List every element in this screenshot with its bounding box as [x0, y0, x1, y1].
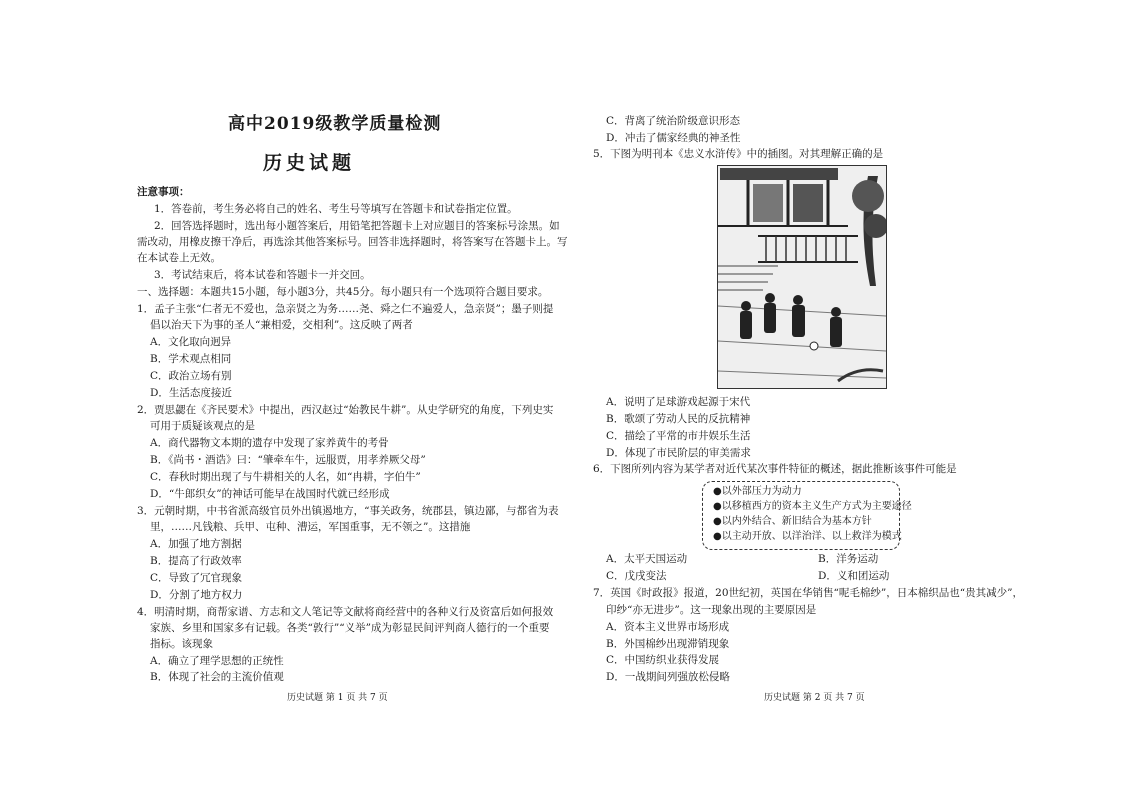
q2-option: C．春秋时期出现了与牛耕相关的人名，如“冉耕，字伯牛” [150, 471, 421, 483]
notice-line: 1．答卷前，考生务必将自己的姓名、考生号等填写在答题卡和试卷指定位置。 [154, 203, 518, 215]
q4-option: B．体现了社会的主流价值观 [150, 671, 284, 683]
q4-option: D．冲击了儒家经典的神圣性 [606, 132, 741, 144]
notice-heading: 注意事项： [137, 186, 190, 198]
q6-option: C．戊戌变法 [606, 570, 667, 582]
event-feature: ●以移植西方的资本主义生产方式为主要途径 [713, 501, 912, 512]
q5-option: A．说明了足球游戏起源于宋代 [606, 396, 751, 408]
event-feature: ●以内外结合、新旧结合为基本方针 [713, 516, 872, 527]
q2-option: B．《尚书・酒诰》曰：“肇牵车牛，远服贾，用孝养厥父母” [150, 454, 426, 466]
q4-stem: 4．明清时期，商帮家谱、方志和文人笔记等文献将商经营中的各种义行及资富后如何报效 [137, 606, 554, 618]
q6-option: B．洋务运动 [818, 553, 879, 565]
q5-option: D．体现了市民阶层的审美需求 [606, 447, 751, 459]
exam-page-2 [560, 0, 1123, 794]
q2-stem: 2．贾思勰在《齐民要术》中提出，西汉赵过“始教民牛耕”。从史学研究的角度，下列史实 [137, 404, 554, 416]
q3-option: D．分割了地方权力 [150, 589, 243, 601]
q4-stem: 家族、乡里和国家多有记载。各类“敦行”“义举”成为彰显民间评判商人德行的一个重要 [150, 622, 550, 634]
q7-option: D．一战期间列强放松侵略 [606, 671, 730, 683]
event-feature: ●以主动开放、以洋治洋、以上救洋为模式 [713, 531, 902, 542]
event-feature: ●以外部压力为动力 [713, 486, 802, 497]
illustration-drawing [718, 166, 886, 388]
q7-option: C．中国纺织业获得发展 [606, 654, 720, 666]
q4-option: A．确立了理学思想的正统性 [150, 655, 284, 667]
q5-stem: 5．下图为明刊本《忠义水浒传》中的插图。对其理解正确的是 [593, 148, 884, 160]
q6-option: D．义和团运动 [818, 570, 890, 582]
q3-option: B．提高了行政效率 [150, 555, 242, 567]
q1-option: B．学术观点相同 [150, 353, 232, 365]
notice-line: 2．回答选择题时，选出每小题答案后，用铅笔把答题卡上对应题目的答案标号涂黑。如 [154, 220, 560, 232]
section-heading: 一、选择题：本题共15小题，每小题3分，共45分。每小题只有一个选项符合题目要求。 [137, 286, 549, 298]
q1-option: A．文化取向迥异 [150, 336, 232, 348]
exam-title: 高中2019级教学质量检测 [228, 114, 442, 134]
q4-stem: 指标。该现象 [150, 638, 213, 650]
q5-option: C．描绘了平常的市井娱乐生活 [606, 430, 751, 442]
q2-option: A．商代器物文本期的遗存中发现了家养黄牛的考骨 [150, 437, 389, 449]
exam-subtitle: 历史试题 [263, 152, 356, 174]
page-footer: 历史试题 第 1 页 共 7 页 [287, 693, 388, 703]
q3-stem: 3．元朝时期，中书省派高级官员外出镇遏地方，“事关政务，统郡县，镇边鄙，与都省为表 [137, 505, 559, 517]
q1-option: C．政治立场有别 [150, 370, 232, 382]
q2-option: D．“牛郎织女”的神话可能早在战国时代就已经形成 [150, 488, 390, 500]
q1-option: D．生活态度接近 [150, 387, 232, 399]
q2-stem: 可用于质疑该观点的是 [150, 420, 255, 432]
q1-stem: 1．孟子主张“仁者无不爱也，急亲贤之为务……尧、舜之仁不遍爱人，急亲贤”；墨子则提 [137, 303, 554, 315]
q3-option: C．导致了冗官现象 [150, 572, 243, 584]
notice-line: 在本试卷上无效。 [137, 252, 221, 264]
notice-line: 需改动，用橡皮擦干净后，再选涂其他答案标号。回答非选择题时，将答案写在答题卡上。写 [137, 236, 568, 248]
page-footer: 历史试题 第 2 页 共 7 页 [764, 693, 865, 703]
q7-option: B．外国棉纱出现滞销现象 [606, 638, 730, 650]
event-features-box [702, 481, 912, 550]
q5-option: B．歌颂了劳动人民的反抗精神 [606, 413, 751, 425]
q7-option: A．资本主义世界市场形成 [606, 621, 730, 633]
q7-stem: 印纱“亦无进步”。这一现象出现的主要原因是 [606, 604, 817, 616]
q6-option: A．太平天国运动 [606, 553, 688, 565]
q3-stem: 里，……凡钱粮、兵甲、屯种、漕运，军国重事，无不领之”。这措施 [150, 521, 471, 533]
q6-stem: 6．下图所列内容为某学者对近代某次事件特征的概述，据此推断该事件可能是 [593, 463, 957, 475]
shuihu-illustration [717, 165, 887, 389]
q1-stem: 倡以治天下为事的圣人“兼相爱，交相利”。这反映了两者 [150, 319, 413, 331]
q4-option: C．背离了统治阶级意识形态 [606, 115, 741, 127]
notice-line: 3．考试结束后，将本试卷和答题卡一并交回。 [154, 269, 371, 281]
q7-stem: 7．英国《时政报》报道，20世纪初，英国在华销售“呢毛棉纱”，日本棉织品也“贵其减少”， [593, 587, 1024, 599]
q3-option: A．加强了地方割据 [150, 538, 242, 550]
